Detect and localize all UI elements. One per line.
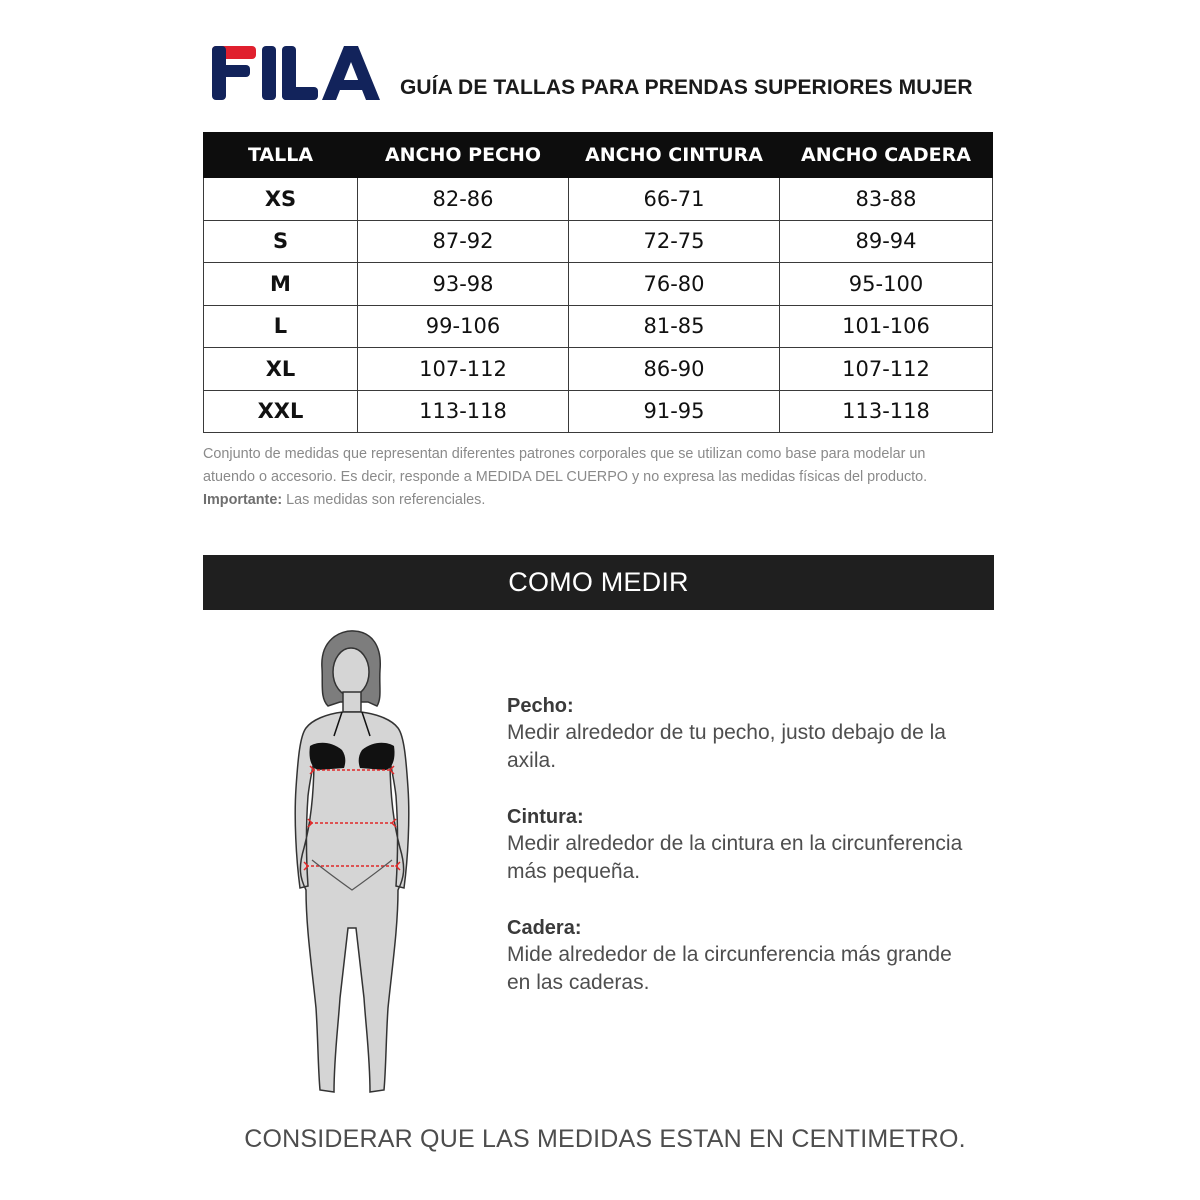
instruction-chest: [507, 693, 1007, 775]
instruction-text: Mide alrededor de la circunferencia más grande: [507, 943, 952, 966]
waist-cell: 91-95: [569, 390, 780, 433]
size-notes: [203, 443, 1003, 512]
waist-cell: 72-75: [569, 220, 780, 263]
table-row: [204, 305, 993, 348]
table-row: [204, 390, 993, 433]
size-table: [203, 132, 993, 433]
hip-cell: 101-106: [780, 305, 993, 348]
units-footer: CONSIDERAR QUE LAS MEDIDAS ESTAN EN CENTIMETRO.: [244, 1125, 966, 1153]
important-label: Importante:: [203, 492, 283, 508]
chest-cell: 113-118: [358, 390, 569, 433]
instruction-text: Medir alrededor de la cintura en la circunferencia: [507, 832, 963, 855]
chest-cell: 82-86: [358, 178, 569, 221]
chest-cell: 99-106: [358, 305, 569, 348]
how-to-measure-header: [203, 555, 994, 610]
how-to-measure-title: COMO MEDIR: [508, 567, 689, 597]
instruction-text: en las caderas.: [507, 971, 650, 994]
hip-cell: 95-100: [780, 263, 993, 306]
size-cell: XXL: [204, 390, 358, 433]
waist-cell: 76-80: [569, 263, 780, 306]
table-row: [204, 348, 993, 391]
waist-cell: 86-90: [569, 348, 780, 391]
column-header: TALLA: [204, 133, 358, 178]
instruction-label: Pecho:: [507, 695, 574, 717]
body-figure-illustration: [282, 628, 422, 1108]
hip-cell: 89-94: [780, 220, 993, 263]
instruction-text: más pequeña.: [507, 860, 641, 883]
table-row: [204, 220, 993, 263]
table-row: [204, 263, 993, 306]
chest-cell: 93-98: [358, 263, 569, 306]
instruction-text: Medir alrededor de tu pecho, justo debajo de la: [507, 721, 946, 744]
instruction-label: Cadera:: [507, 917, 582, 939]
fila-logo: [210, 44, 382, 102]
size-cell: M: [204, 263, 358, 306]
important-text: Las medidas son referenciales.: [282, 492, 486, 508]
notes-line: Conjunto de medidas que representan diferentes patrones corporales que se utilizan como base para modelar un: [203, 446, 926, 462]
size-cell: S: [204, 220, 358, 263]
hip-cell: 107-112: [780, 348, 993, 391]
waist-cell: 81-85: [569, 305, 780, 348]
page-title: GUÍA DE TALLAS PARA PRENDAS SUPERIORES MUJER: [400, 76, 973, 99]
chest-cell: 87-92: [358, 220, 569, 263]
notes-line: atuendo o accesorio. Es decir, responde a MEDIDA DEL CUERPO y no expresa las medidas físicas del producto.: [203, 469, 928, 485]
instruction-waist: [507, 804, 1007, 886]
size-cell: XL: [204, 348, 358, 391]
hip-cell: 113-118: [780, 390, 993, 433]
notes-important: [203, 489, 1003, 512]
instruction-label: Cintura:: [507, 806, 584, 828]
instruction-text: axila.: [507, 749, 557, 772]
size-cell: L: [204, 305, 358, 348]
instruction-hip: [507, 915, 1007, 997]
size-cell: XS: [204, 178, 358, 221]
table-header-row: [204, 133, 993, 178]
waist-cell: 66-71: [569, 178, 780, 221]
column-header: ANCHO CADERA: [780, 133, 993, 178]
table-row: [204, 178, 993, 221]
chest-cell: 107-112: [358, 348, 569, 391]
column-header: ANCHO CINTURA: [569, 133, 780, 178]
column-header: ANCHO PECHO: [358, 133, 569, 178]
hip-cell: 83-88: [780, 178, 993, 221]
